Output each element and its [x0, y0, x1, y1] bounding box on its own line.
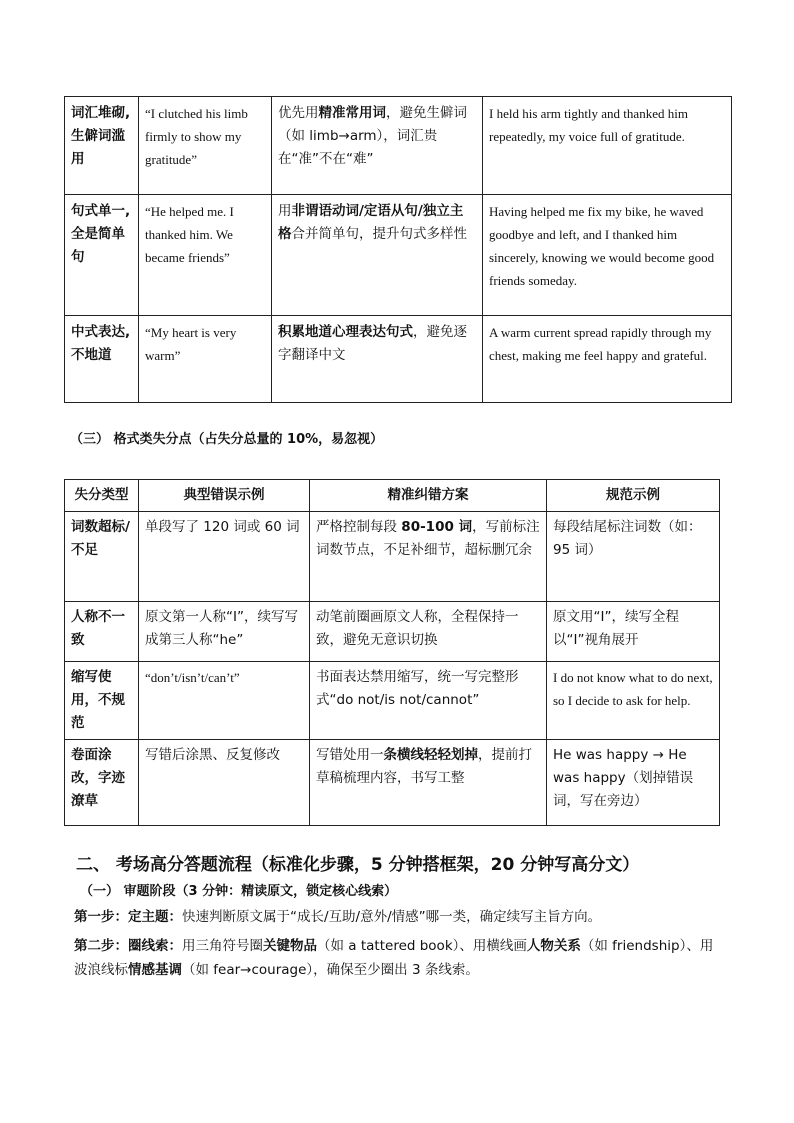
table-row: [65, 740, 720, 826]
fix-cell: 动笔前圈画原文人称，全程保持一致，避免无意识切换: [310, 602, 547, 662]
format-errors-table: [64, 479, 720, 826]
error-type-cell: 卷面涂改，字迹潦草: [65, 740, 139, 826]
fix-cell: 书面表达禁用缩写，统一写完整形式“do not/is not/cannot”: [310, 662, 547, 740]
model-cell: I held his arm tightly and thanked him repeatedly, my voice full of gratitude.: [483, 97, 732, 195]
model-cell: Having helped me fix my bike, he waved goodbye and left, and I thanked him sincerely, knowing we would become good friends someday.: [483, 195, 732, 316]
error-type-cell: 人称不一致: [65, 602, 139, 662]
error-example-cell: 原文第一人称“I”，续写写成第三人称“he”: [139, 602, 310, 662]
fix-cell: 优先用精准常用词，避免生僻词（如 limb→arm），词汇贵在“准”不在“难”: [272, 97, 483, 195]
model-cell: A warm current spread rapidly through my chest, making me feel happy and grateful.: [483, 316, 732, 403]
table-row: [65, 97, 732, 195]
error-type-cell: 中式表达,不地道: [65, 316, 139, 403]
error-example-cell: “My heart is very warm”: [139, 316, 272, 403]
step-label: 第一步：定主题：: [74, 909, 182, 925]
section-heading: （三） 格式类失分点（占失分总量的 10%，易忽视）: [70, 432, 384, 447]
error-example-cell: “I clutched his limb firmly to show my gratitude”: [139, 97, 272, 195]
error-type-cell: 词汇堆砌,生僻词滥用: [65, 97, 139, 195]
step-paragraph: 第一步：定主题：快速判断原文属于“成长/互助/意外/情感”哪一类，确定续写主旨方向。: [74, 909, 602, 925]
section-title: 二、 考场高分答题流程（标准化步骤，5 分钟搭框架，20 分钟写高分文）: [76, 855, 640, 875]
error-example-cell: 写错后涂黑、反复修改: [139, 740, 310, 826]
column-header: 规范示例: [547, 480, 720, 512]
fix-cell: 写错处用一条横线轻轻划掉，提前打草稿梳理内容，书写工整: [310, 740, 547, 826]
language-errors-table: [64, 96, 732, 403]
table-row: [65, 195, 732, 316]
model-cell: 原文用“I”，续写全程以“I”视角展开: [547, 602, 720, 662]
error-type-cell: 词数超标/不足: [65, 512, 139, 602]
table-row: [65, 316, 732, 403]
model-cell: I do not know what to do next, so I decide to ask for help.: [547, 662, 720, 740]
table-row: [65, 512, 720, 602]
column-header: 典型错误示例: [139, 480, 310, 512]
error-type-cell: 缩写使用，不规范: [65, 662, 139, 740]
fix-cell: 用非谓语动词/定语从句/独立主格合并简单句，提升句式多样性: [272, 195, 483, 316]
table-row: [65, 662, 720, 740]
error-example-cell: “don’t/isn’t/can’t”: [139, 662, 310, 740]
table-row: [65, 602, 720, 662]
model-cell: He was happy → He was happy（划掉错误词，写在旁边）: [547, 740, 720, 826]
column-header: 精准纠错方案: [310, 480, 547, 512]
step-paragraph: 第二步：圈线索：用三角符号圈关键物品（如 a tattered book）、用横线画人物关系（如 friendship）、用波浪线标情感基调（如 fear→courage），确保至少圈出 3 条线索。: [74, 938, 714, 978]
fix-cell: 严格控制每段 80-100 词，写前标注词数节点，不足补细节，超标删冗余: [310, 512, 547, 602]
step-label: 第二步：圈线索：: [74, 938, 182, 954]
table-header-row: [65, 480, 720, 512]
error-example-cell: 单段写了 120 词或 60 词: [139, 512, 310, 602]
error-type-cell: 句式单一,全是简单句: [65, 195, 139, 316]
column-header: 失分类型: [65, 480, 139, 512]
subsection-title: （一） 审题阶段（3 分钟：精读原文，锁定核心线索）: [80, 884, 398, 899]
fix-cell: 积累地道心理表达句式，避免逐字翻译中文: [272, 316, 483, 403]
error-example-cell: “He helped me. I thanked him. We became friends”: [139, 195, 272, 316]
model-cell: 每段结尾标注词数（如：95 词）: [547, 512, 720, 602]
